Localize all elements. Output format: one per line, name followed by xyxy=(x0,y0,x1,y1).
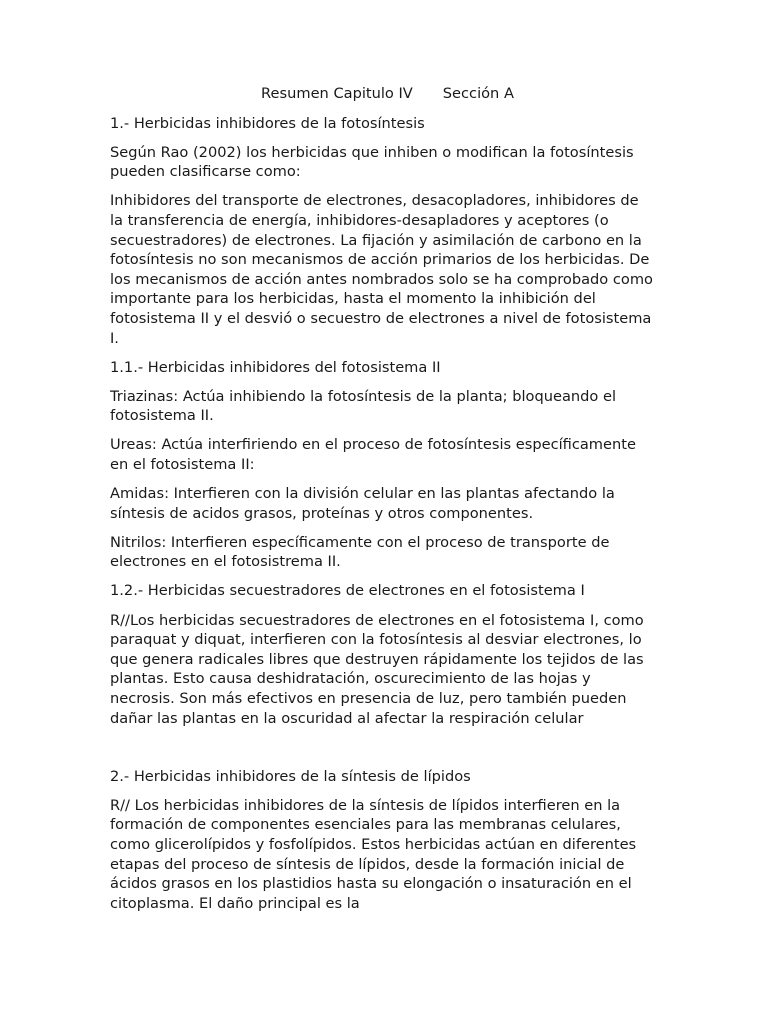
paragraph-intro: Según Rao (2002) los herbicidas que inhiben o modifican la fotosíntesis pueden clasificarse como: xyxy=(110,143,634,181)
paragraph-secuestradores: R//Los herbicidas secuestradores de electrones en el fotosistema I, como paraquat y diquat, interfieren con la fotosíntesis al desviar electrones, lo que genera radicales libres que destruyen rápidamente los tejidos de las plantas. Esto causa deshidratación, oscurecimiento de las hojas y necrosis. Son más efectivos en presencia de luz, pero también pueden dañar las plantas en la oscuridad al afectar la respiración celular xyxy=(110,611,644,727)
paragraph-lipidos: R// Los herbicidas inhibidores de la síntesis de lípidos interfieren en la formación de componentes esenciales para las membranas celulares, como glicerolípidos y fosfolípidos. Estos herbicidas actúan en diferentes etapas del proceso de síntesis de lípidos, desde la formación inicial de ácidos grasos en los plastidios hasta su elongación o insaturación en el citoplasma. El daño principal es la xyxy=(110,796,637,912)
title-chapter: Resumen Capitulo IV xyxy=(261,85,413,102)
paragraph-mechanisms: Inhibidores del transporte de electrones, desacopladores, inhibidores de la transferencia de energía, inhibidores-desapladores y aceptores (o secuestradores) de electrones. La fijación y asimilación de carbono en la fotosíntesis no son mecanismos de acción primarios de los herbicidas. De los mecanismos de acción antes nombrados solo se ha comprobado como importante para los herbicidas, hasta el momento la inhibición del fotosistema II y el desvió o secuestro de electrones a nivel de fotosistema I. xyxy=(110,192,653,347)
blank-line xyxy=(110,738,655,767)
paragraph-amidas: Amidas: Interfieren con la división celular en las plantas afectando la síntesis de acidos grasos, proteínas y otros componentes. xyxy=(110,485,615,522)
document-page xyxy=(110,84,655,923)
paragraph-ureas: Ureas: Actúa interfiriendo en el proceso de fotosíntesis específicamente en el fotosistema II: xyxy=(110,436,636,473)
heading-section-1-2: 1.2.- Herbicidas secuestradores de electrones en el fotosistema I xyxy=(110,582,585,600)
paragraph-nitrilos: Nitrilos: Interfieren específicamente con el proceso de transporte de electrones en el fotosistrema II. xyxy=(110,533,610,571)
heading-section-1: 1.- Herbicidas inhibidores de la fotosíntesis xyxy=(110,114,425,132)
heading-section-2: 2.- Herbicidas inhibidores de la síntesis de lípidos xyxy=(110,767,471,785)
paragraph-triazinas: Triazinas: Actúa inhibiendo la fotosíntesis de la planta; bloqueando el fotosistema II. xyxy=(110,387,617,425)
title-section: Sección A xyxy=(442,85,514,102)
document-title xyxy=(110,84,655,104)
heading-section-1-1: 1.1.- Herbicidas inhibidores del fotosistema II xyxy=(110,358,441,376)
